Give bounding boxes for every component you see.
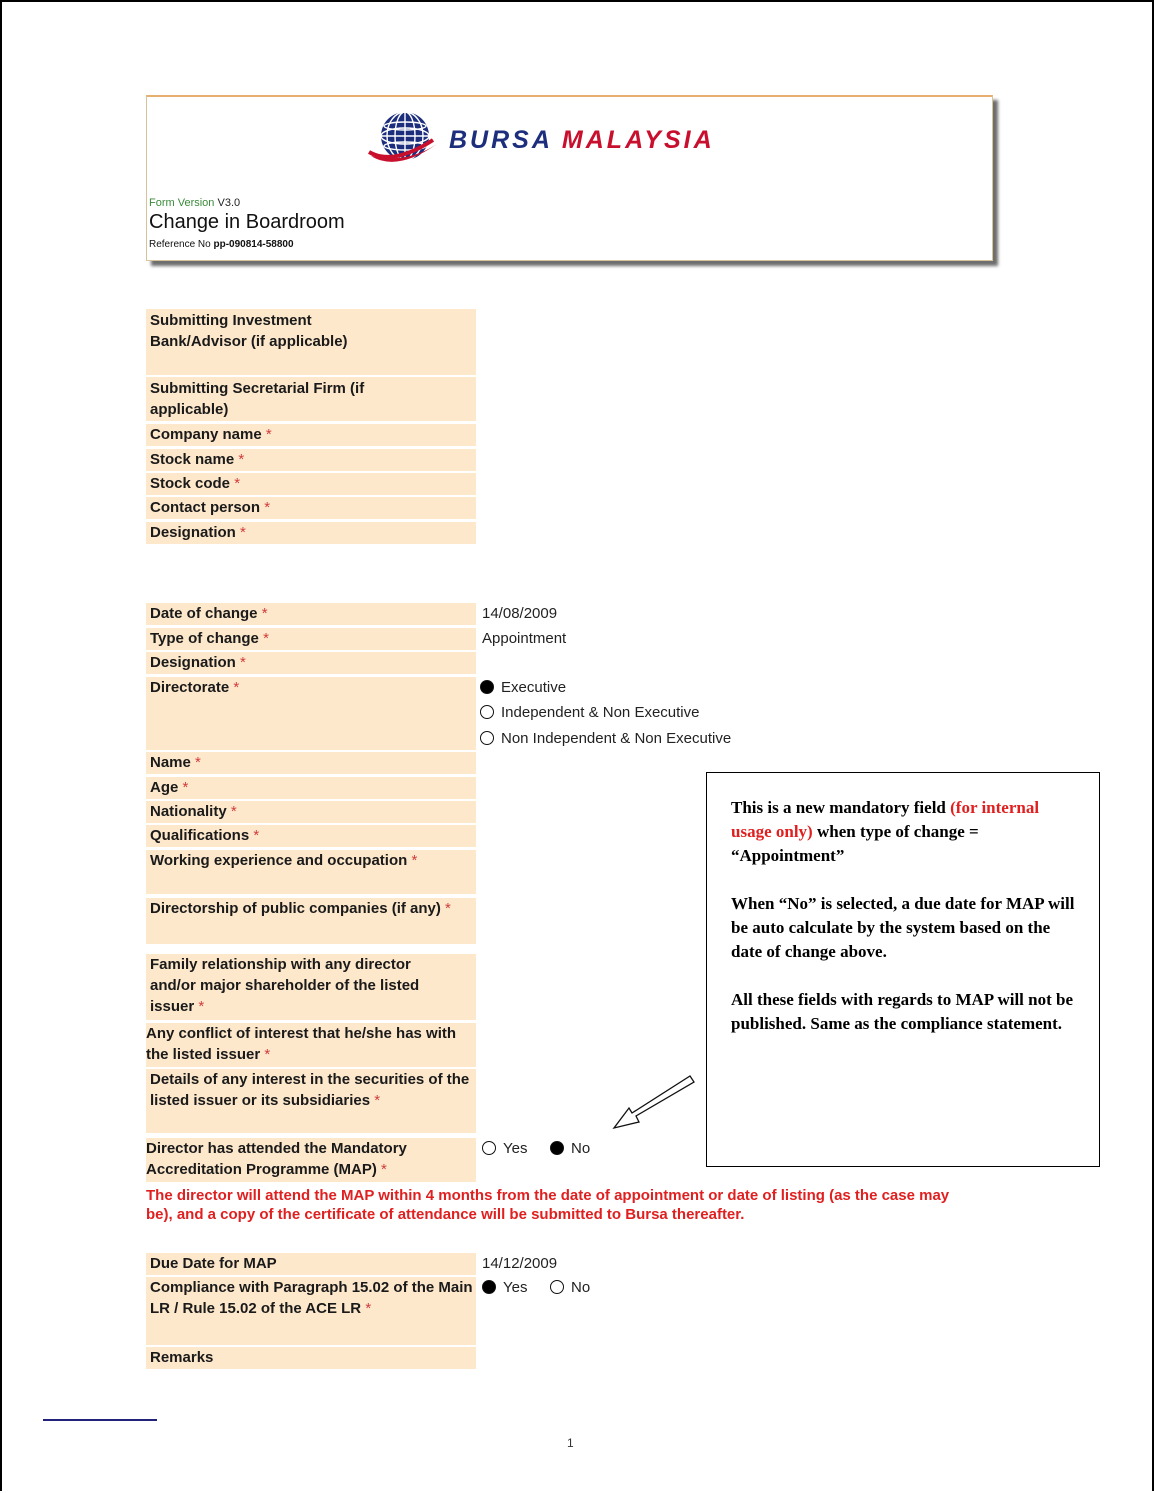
callout-paragraph-1	[731, 796, 1079, 868]
radio-selected-icon[interactable]	[550, 1141, 564, 1155]
field-due-date-map	[146, 1253, 476, 1275]
field-date-of-change	[146, 603, 476, 625]
required-marker: *	[264, 499, 271, 516]
required-marker: *	[230, 803, 237, 820]
callout-text: This is a new mandatory field	[731, 798, 946, 817]
field-label: Details of any interest in the securities of the listed issuer or its subsidiaries	[150, 1071, 470, 1109]
field-stock-name	[146, 449, 476, 471]
form-version	[149, 197, 240, 209]
form-header	[146, 95, 993, 261]
callout-text: when type of change = “Appointment”	[731, 822, 979, 865]
field-working-experience	[146, 850, 476, 894]
field-label: Compliance with Paragraph 15.02 of the Main LR / Rule 15.02 of the ACE LR	[150, 1279, 473, 1317]
field-label: Submitting Investment Bank/Advisor (if applicable)	[150, 312, 348, 350]
page-title: Change in Boardroom	[149, 211, 345, 233]
due-date-map-value: 14/12/2009	[482, 1255, 558, 1272]
radio-selected-icon[interactable]	[482, 1280, 496, 1294]
field-designation-2	[146, 652, 476, 674]
required-marker: *	[182, 779, 189, 796]
field-label: Stock name	[150, 451, 235, 468]
field-label: Name	[150, 754, 191, 771]
required-marker: *	[198, 998, 205, 1015]
logo-word-bursa: BURSA	[449, 126, 552, 154]
field-family-relationship	[146, 954, 476, 1020]
required-marker: *	[381, 1161, 387, 1178]
field-label: Submitting Secretarial Firm (if applicable)	[150, 380, 365, 418]
field-qualifications	[146, 825, 476, 847]
field-label: Family relationship with any director and/or major shareholder of the listed issuer	[150, 956, 420, 1015]
radio-label: Non Independent & Non Executive	[501, 730, 732, 747]
field-submitting-bank	[146, 309, 476, 375]
field-label: Nationality	[150, 803, 227, 820]
radio-directorate-independent[interactable]	[480, 702, 699, 723]
field-label: Contact person	[150, 499, 261, 516]
field-directorship	[146, 898, 476, 944]
logo-word-malaysia: MALAYSIA	[561, 126, 715, 154]
radio-compliance-yes[interactable]	[482, 1277, 527, 1298]
field-compliance	[146, 1277, 476, 1345]
field-label: Directorate	[150, 679, 230, 696]
field-type-of-change	[146, 628, 476, 650]
field-label: Remarks	[150, 1349, 214, 1366]
required-marker: *	[374, 1092, 381, 1109]
radio-compliance-no[interactable]	[550, 1277, 590, 1298]
required-marker: *	[365, 1300, 372, 1317]
required-marker: *	[253, 827, 260, 844]
required-marker: *	[238, 451, 245, 468]
radio-label: Yes	[503, 1140, 528, 1157]
form-version-value: V3.0	[217, 197, 241, 209]
field-age	[146, 777, 476, 799]
required-marker: *	[195, 754, 201, 771]
bursa-malaysia-logo	[367, 106, 787, 166]
callout-highlight: (for internal usage only)	[731, 798, 1040, 841]
required-marker: *	[411, 852, 418, 869]
field-stock-code	[146, 473, 476, 495]
field-nationality	[146, 801, 476, 823]
field-contact-person	[146, 497, 476, 519]
radio-map-no[interactable]	[550, 1138, 590, 1159]
callout-paragraph-2: When “No” is selected, a due date for MAP will be auto calculate by the system based on the date of change above.	[731, 894, 1075, 961]
radio-map-yes[interactable]	[482, 1138, 527, 1159]
required-marker: *	[240, 654, 246, 671]
type-of-change-value: Appointment	[482, 630, 567, 647]
form-version-label: Form Version	[149, 197, 215, 209]
field-label: Type of change	[150, 630, 259, 647]
globe-icon	[367, 106, 447, 168]
reference-value: pp-090814-58800	[213, 239, 294, 250]
required-marker: *	[261, 605, 268, 622]
radio-label: No	[571, 1140, 591, 1157]
reference-label: Reference No	[149, 239, 211, 250]
field-label: Qualifications	[150, 827, 250, 844]
required-marker: *	[240, 524, 246, 541]
field-label: Date of change	[150, 605, 258, 622]
required-marker: *	[234, 475, 241, 492]
field-map-attended	[146, 1138, 476, 1182]
required-marker: *	[264, 1046, 271, 1063]
reference-number	[149, 239, 294, 250]
field-designation	[146, 522, 476, 544]
required-marker: *	[265, 426, 272, 443]
required-marker: *	[445, 900, 451, 917]
field-label: Working experience and occupation	[150, 852, 408, 869]
radio-label: No	[571, 1279, 591, 1296]
radio-label: Executive	[501, 679, 567, 696]
field-directorate	[146, 677, 476, 750]
radio-directorate-executive[interactable]	[480, 677, 566, 698]
field-company-name	[146, 424, 476, 446]
footnote-divider	[43, 1419, 157, 1421]
field-label: Directorship of public companies (if any)	[150, 900, 441, 917]
field-remarks	[146, 1347, 476, 1369]
radio-unselected-icon[interactable]	[482, 1141, 496, 1155]
radio-unselected-icon[interactable]	[480, 731, 494, 745]
field-label: Stock code	[150, 475, 231, 492]
field-label: Any conflict of interest that he/she has with the listed issuer	[146, 1025, 457, 1063]
field-conflict-of-interest	[146, 1023, 476, 1067]
map-notice: The director will attend the MAP within 4 months from the date of appointment or date of listing (as the case may be), and a copy of the certificate of attendance will be submitted to Bursa thereafter.	[146, 1187, 950, 1223]
annotation-callout	[706, 772, 1100, 1167]
radio-label: Yes	[503, 1279, 528, 1296]
required-marker: *	[233, 679, 240, 696]
field-label: Designation	[150, 654, 236, 671]
field-label: Age	[150, 779, 179, 796]
field-securities-interest	[146, 1069, 476, 1133]
radio-unselected-icon[interactable]	[550, 1280, 564, 1294]
radio-selected-icon[interactable]	[480, 680, 494, 694]
radio-label: Independent & Non Executive	[501, 704, 700, 721]
field-label: Due Date for MAP	[150, 1255, 277, 1272]
radio-unselected-icon[interactable]	[480, 705, 494, 719]
field-secretarial-firm	[146, 377, 476, 421]
callout-paragraph-3: All these fields with regards to MAP will not be published. Same as the compliance statement.	[731, 990, 1074, 1033]
field-label: Designation	[150, 524, 236, 541]
page-number: 1	[567, 1436, 574, 1450]
field-label: Company name	[150, 426, 262, 443]
radio-directorate-non-independent[interactable]	[480, 728, 731, 749]
logo-wordmark	[449, 126, 715, 155]
field-label: Director has attended the Mandatory Accreditation Programme (MAP)	[146, 1140, 407, 1178]
arrow-icon	[606, 1072, 696, 1134]
date-of-change-value: 14/08/2009	[482, 605, 558, 622]
field-name	[146, 752, 476, 774]
required-marker: *	[263, 630, 269, 647]
